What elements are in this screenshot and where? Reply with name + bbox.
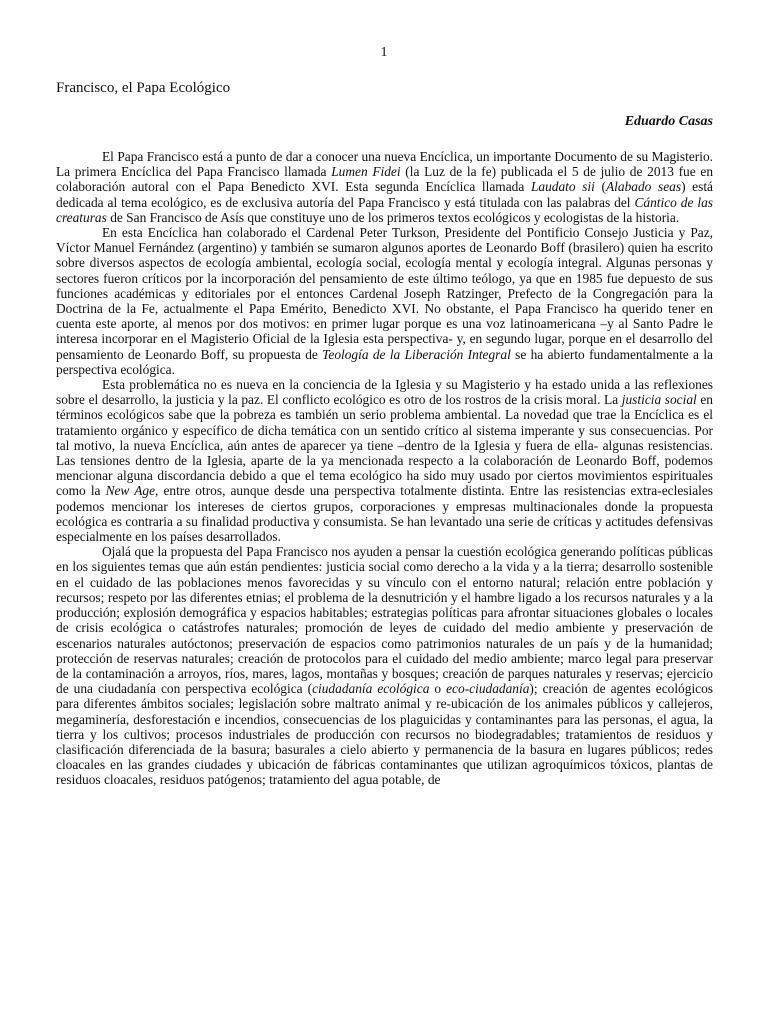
author-name: Eduardo Casas: [624, 114, 713, 129]
text-run: o: [429, 681, 447, 697]
text-run: se ha abierto fundamentalmente a la perspectiva ecológica.: [56, 346, 713, 377]
text-run: Esta problemática no es nueva en la conciencia de la Iglesia y su Magisterio y ha estado unida a las reflexiones sobre el desarrollo, la justicia y la paz. El conflicto ecológico es otro de los rostros de la crisis moral. La: [56, 377, 713, 408]
text-run: ); creación de agentes ecológicos para diferentes ámbitos sociales; legislación sobre maltrato animal y re-ubicación de los animales públicos y callejeros, megaminería, desforestación e incendios, consecuencias de los plaguicidas y contaminantes para las personas, el agua, la tierra y los cultivos; procesos industriales de producción con recursos no biodegradables; tratamientos de residuos y clasificación diferenciada de la basura; basurales a cielo abierto y permanencia de la basura en lugares públicos; redes cloacales en las grandes ciudades y ubicación de fábricas contaminantes que utilizan agroquímicos tóxicos, plantas de residuos cloacales, residuos patógenos; tratamiento del agua potable, de: [56, 681, 714, 788]
italic-text: Cántico de las creaturas: [56, 194, 713, 225]
italic-text: New Age: [105, 483, 156, 499]
italic-text: Lumen Fidei: [331, 164, 401, 180]
document-body: [56, 149, 713, 788]
text-run: en términos ecológicos sabe que la pobreza es también un serio problema ambiental. La novedad que trae la Encíclica es el tratamiento orgánico y específico de dicha temática con un sentido crítico al sistema imperante y sus consecuencias. Por tal motivo, la nueva Encíclica, aún antes de aparecer ya tiene –dentro de la Iglesia y fuera de ella- algunas resistencias. Las tensiones dentro de la Iglesia, aparte de la ya mencionada respecto a la colaboración de Leonardo Boff, podemos mencionar alguna discordancia debido a que el tema ecológico ha sido muy usado por ciertos movimientos espirituales como la: [56, 392, 713, 499]
italic-text: ciudadanía ecológica: [312, 681, 430, 697]
page-number: 1: [380, 45, 388, 60]
text-run: , entre otros, aunque desde una perspectiva totalmente distinta. Entre las resistencias extra-eclesiales podemos mencionar los intereses de ciertos grupos, corporaciones y empresas multinacionales donde la propuesta ecológica es contraria a su finalidad productiva y consumista. Se han levantado una serie de críticas y actitudes defensivas especialmente en los países desarrollados.: [56, 483, 714, 545]
paragraph: [56, 149, 713, 225]
text-run: El Papa Francisco está a punto de dar a conocer una nueva Encíclica, un importante Documento de su Magisterio. La primera Encíclica del Papa Francisco llamada: [56, 149, 713, 180]
italic-text: Teología de la Liberación Integral: [322, 346, 511, 362]
text-run: de San Francisco de Asís que constituye uno de los primeros textos ecológicos y ecologistas de la historia.: [106, 209, 680, 225]
italic-text: eco-ciudadanía: [446, 681, 530, 697]
italic-text: Laudato sii: [530, 179, 595, 195]
paragraph: [56, 377, 713, 544]
text-run: (la Luz de la fe) publicada el 5 de julio de 2013 fue en colaboración autoral con el Papa Benedicto XVI. Esta segunda Encíclica llamada: [56, 164, 714, 195]
paragraph: [56, 544, 713, 787]
italic-text: Alabado seas: [605, 179, 682, 195]
text-run: (: [594, 179, 606, 195]
text-run: Ojalá que la propuesta del Papa Francisco nos ayuden a pensar la cuestión ecológica generando políticas públicas en los siguientes temas que aún están pendientes: justicia social como derecho a la vida y a la tierra; desarrollo sostenible en el cuidado de las poblaciones menos favorecidas y su vínculo con el entorno natural; relación entre población y recursos; respeto por las diferentes etnias; el problema de la desnutrición y el hambre ligado a los recursos naturales y a la producción; explosión demográfica y espacios habitables; estrategias políticas para afrontar situaciones globales o locales de crisis ecológica o catástrofes naturales; promoción de leyes de cuidado del medio ambiente y preservación de escenarios naturales autóctonos; preservación de espacios como patrimonios naturales de un país y de la humanidad; protección de reservas naturales; creación de protocolos para el cuidado del medio ambiente; marco legal para preservar de la contaminación a arroyos, ríos, mares, lagos, montañas y bosques; creación de parques naturales y reservas; ejercicio de una ciudadanía con perspectiva ecológica (: [56, 544, 713, 697]
document-title: Francisco, el Papa Ecológico: [56, 80, 231, 96]
text-run: En esta Encíclica han colaborado el Cardenal Peter Turkson, Presidente del Pontificio Consejo Justicia y Paz, Víctor Manuel Fernández (argentino) y también se sumaron algunos aportes de Leonardo Boff (brasilero) quien ha escrito sobre diversos aspectos de ecología ambiental, ecología social, ecología mental y ecología integral. Algunas personas y sectores fueron críticos por la incorporación del pensamiento de este último teólogo, ya que en 1985 fue depuesto de sus funciones académicas y editoriales por el entonces Cardenal Joseph Ratzinger, Prefecto de la Congregación para la Doctrina de la Fe, actualmente el Papa Emérito, Benedicto XVI. No obstante, el Papa Francisco ha querido tener en cuenta este aporte, al menos por dos motivos: en primer lugar porque es una voz latinoamericana –y al Santo Padre le interesa incorporar en el Magisterio Oficial de la Iglesia esta perspectiva- y, en segundo lugar, porque en el desarrollo del pensamiento de Leonardo Boff, su propuesta de: [56, 225, 713, 362]
text-run: ) está dedicada al tema ecológico, es de exclusiva autoría del Papa Francisco y está titulada con las palabras del: [56, 179, 713, 210]
italic-text: justicia social: [621, 392, 697, 408]
paragraph: [56, 225, 713, 377]
